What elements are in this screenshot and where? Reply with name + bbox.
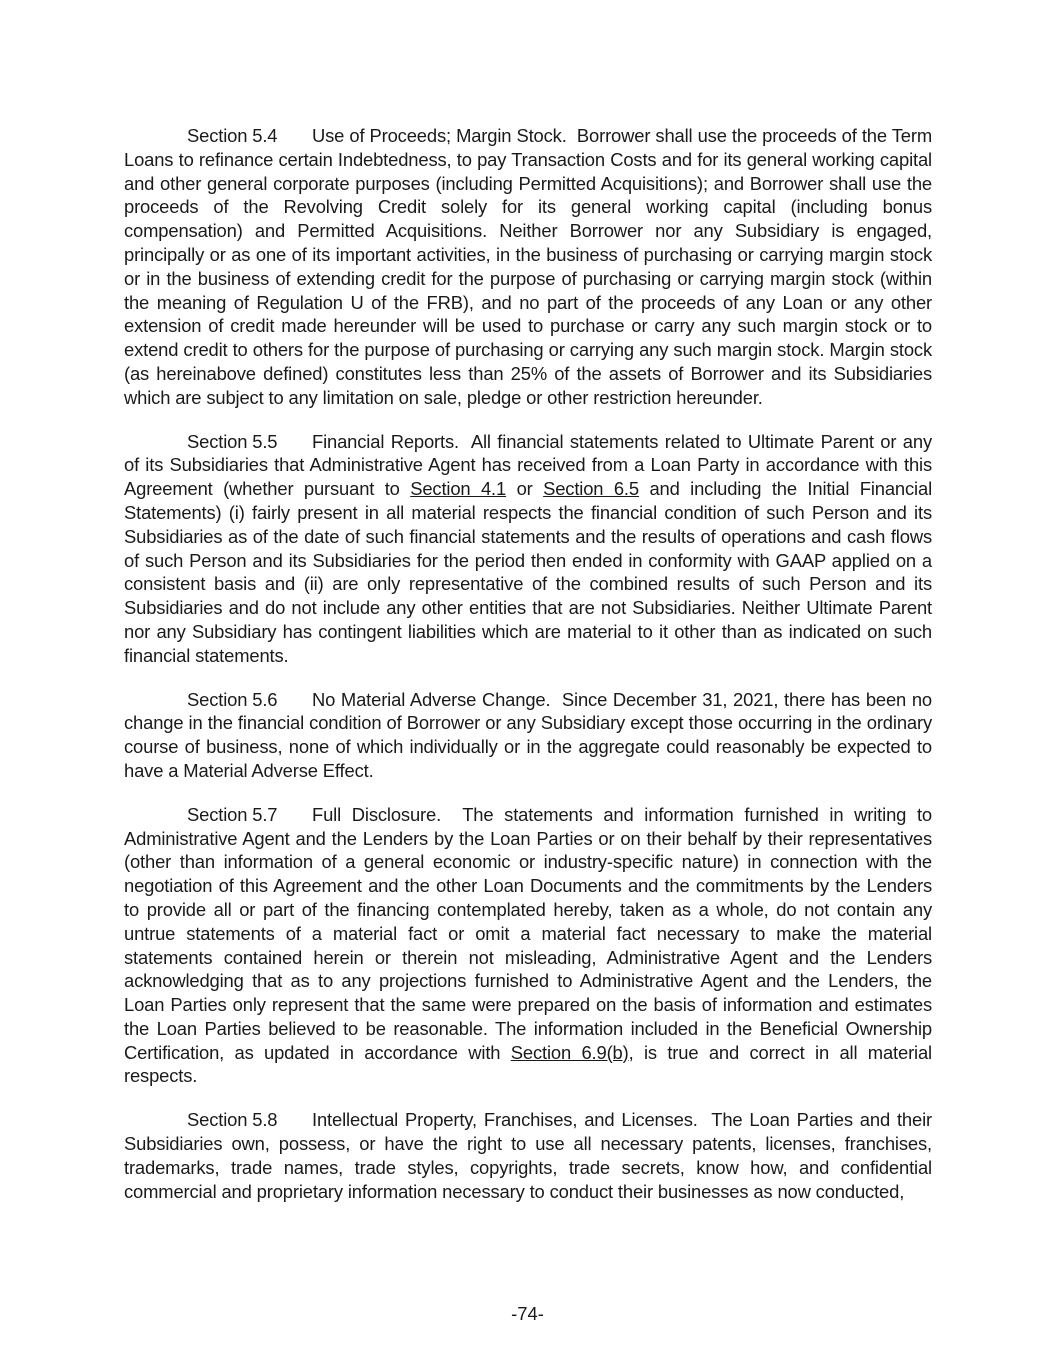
section-heading: Intellectual Property, Franchises, and Licenses. bbox=[312, 1109, 698, 1131]
page-number: -74- bbox=[511, 1303, 544, 1324]
section-heading: No Material Adverse Change. bbox=[312, 688, 551, 710]
section-number: Section 5.7 bbox=[187, 803, 278, 825]
section-heading: Financial Reports. bbox=[312, 430, 459, 452]
section-5-8 bbox=[124, 1108, 932, 1203]
section-5-5 bbox=[124, 430, 932, 668]
cross-reference-link[interactable]: Section 6.9(b) bbox=[510, 1041, 629, 1063]
section-body: The Loan Parties and their Subsidiaries own, possess, or have the right to use all necessary patents, licenses, franchises, trademarks, trade names, trade styles, copyrights, trade secrets, know how, and confidential commercial and proprietary information necessary to conduct their businesses as now conducted, bbox=[124, 1109, 932, 1202]
section-number: Section 5.5 bbox=[187, 430, 278, 452]
section-body: Borrower shall use the proceeds of the Term Loans to refinance certain Indebtedness, to pay Transaction Costs and for its general working capital and other general corporate purposes (including Permitted Acquisitions); and Borrower shall use the proceeds of the Revolving Credit solely for its general working capital (including bonus compensation) and Permitted Acquisitions. Neither Borrower nor any Subsidiary is engaged, principally or as one of its important activities, in the business of purchasing or carrying margin stock or in the business of extending credit for the purpose of purchasing or carrying margin stock (within the meaning of Regulation U of the FRB), and no part of the proceeds of any Loan or any other extension of credit made hereunder will be used to purchase or carry any such margin stock or to extend credit to others for the purpose of purchasing or carrying any such margin stock. Margin stock (as hereinabove defined) constitutes less than 25% of the assets of Borrower and its Subsidiaries which are subject to any limitation on sale, pledge or other restriction hereunder. bbox=[124, 125, 932, 408]
section-body: The statements and information furnished in writing to Administrative Agent and the Lenders by the Loan Parties or on their behalf by their representatives (other than information of a general economic or industry-specific nature) in connection with the negotiation of this Agreement and the other Loan Documents and the commitments by the Lenders to provide all or part of the financing contemplated hereby, taken as a whole, do not contain any untrue statements of a material fact or omit a material fact necessary to make the material statements contained herein or therein not misleading, Administrative Agent and the Lenders acknowledging that as to any projections furnished to Administrative Agent and the Lenders, the Loan Parties only represent that the same were prepared on the basis of information and estimates the Loan Parties believed to be reasonable. The information included in the Beneficial Ownership Certification, as updated in accordance with bbox=[124, 803, 932, 1063]
section-5-4 bbox=[124, 124, 932, 410]
cross-reference-link[interactable]: Section 6.5 bbox=[543, 478, 639, 500]
section-body: All financial statements related to Ultimate Parent or any of its Subsidiaries that Administrative Agent has received from a Loan Party in accordance with this Agreement (whether pursuant to bbox=[124, 430, 932, 500]
section-number: Section 5.6 bbox=[187, 688, 278, 710]
document-page bbox=[124, 124, 932, 1223]
section-heading: Use of Proceeds; Margin Stock. bbox=[312, 125, 567, 146]
section-body: , is true and correct in all material respects. bbox=[124, 1041, 932, 1087]
section-heading: Full Disclosure. bbox=[312, 803, 442, 825]
section-body: and including the Initial Financial Statements) (i) fairly present in all material respects the financial condition of such Person and its Subsidiaries as of the date of such financial statements and the results of operations and cash flows of such Person and its Subsidiaries for the period then ended in conformity with GAAP applied on a consistent basis and (ii) are only representative of the combined results of such Person and its Subsidiaries and do not include any other entities that are not Subsidiaries. Neither Ultimate Parent nor any Subsidiary has contingent liabilities which are material to it other than as indicated on such financial statements. bbox=[124, 478, 932, 666]
section-number: Section 5.8 bbox=[187, 1109, 278, 1131]
cross-reference-link[interactable]: Section 4.1 bbox=[410, 478, 507, 500]
section-5-6 bbox=[124, 688, 932, 783]
section-body: or bbox=[516, 478, 533, 500]
section-5-7 bbox=[124, 803, 932, 1089]
section-number: Section 5.4 bbox=[187, 125, 278, 146]
section-body: Since December 31, 2021, there has been no change in the financial condition of Borrower or any Subsidiary except those occurring in the ordinary course of business, none of which individually or in the aggregate could reasonably be expected to have a Material Adverse Effect. bbox=[124, 688, 933, 781]
